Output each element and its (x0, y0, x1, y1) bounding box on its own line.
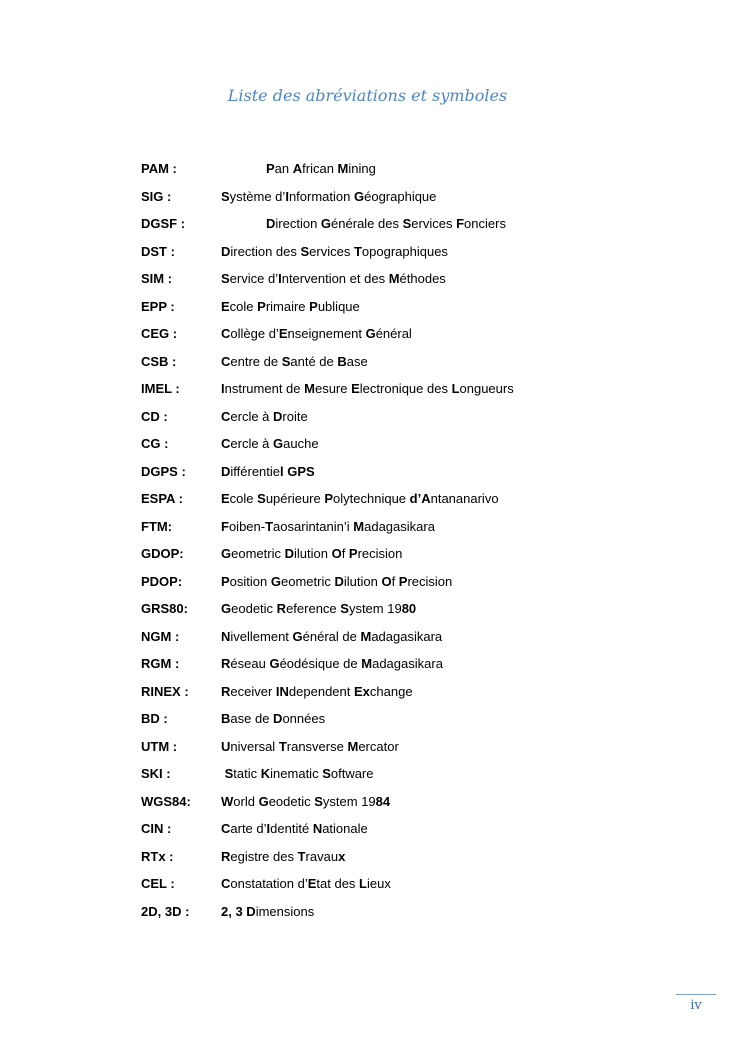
definition-text: énéral (375, 326, 412, 341)
definition-initial: A (292, 161, 303, 176)
definition-text: egistre des (230, 848, 298, 864)
definition-text: ystem 19 (322, 793, 376, 809)
definition-initial: U (221, 738, 231, 754)
definition-text: oiben- (228, 518, 266, 534)
page-title: Liste des abréviations et symboles (227, 86, 508, 105)
definition-initial: M (388, 271, 400, 286)
definition-initial: E (278, 326, 288, 341)
definition-initial: M (353, 518, 365, 534)
definition-text: ystem 19 (348, 601, 402, 616)
definition-initial: C (221, 436, 231, 451)
definition-initial: P (398, 573, 408, 589)
definition-initial: Ex (354, 683, 370, 699)
definition-initial: P (309, 298, 318, 314)
definition-text: ravau (305, 848, 339, 864)
definition-initial: G (221, 546, 232, 561)
abbreviation-term: SIM : (141, 271, 173, 286)
definition-initial: L (359, 876, 367, 891)
abbreviation-term: CEL : (141, 876, 175, 891)
abbreviation-definition (221, 792, 390, 812)
page-number: iv (690, 998, 702, 1013)
definition-text: cole (229, 298, 258, 314)
definition-initial: P (348, 546, 358, 561)
definition-initial: M (304, 381, 315, 396)
definition-initial: S (322, 766, 331, 781)
definition-text: ollège d’ (230, 326, 279, 341)
abbreviation-definition (221, 242, 448, 262)
definition-initial: D (273, 711, 283, 726)
abbreviation-definition (221, 324, 412, 344)
definition-initial: T (353, 243, 362, 259)
definition-text: ifférentie (230, 463, 281, 479)
definition-text: rimaire (265, 298, 310, 314)
definition-text: ase (346, 353, 368, 369)
abbreviation-term: CG : (141, 436, 169, 451)
definition-text: frican (302, 161, 338, 176)
definition-text: eceiver (230, 683, 276, 699)
definition-text: opographiques (361, 243, 448, 259)
definition-initial: S (257, 491, 266, 506)
abbreviation-definition (221, 654, 443, 674)
definition-text: énéral de (302, 628, 361, 644)
definition-initial: G (269, 656, 280, 671)
definition-text: lectronique des (359, 381, 452, 396)
definition-initial: P (257, 298, 266, 314)
abbreviation-term: DGSF : (141, 216, 186, 231)
definition-initial: S (281, 353, 291, 369)
definition-initial: T (297, 848, 306, 864)
abbreviation-definition (221, 627, 442, 647)
abbreviation-term: DGPS : (141, 463, 186, 479)
definition-initial: O (331, 546, 342, 561)
abbreviation-term: WGS84: (141, 793, 191, 809)
definition-text: dependent (288, 683, 354, 699)
abbreviation-term: IMEL : (141, 381, 180, 396)
definition-initial: 80 (401, 601, 417, 616)
abbreviation-definition (221, 819, 368, 839)
definition-initial: O (381, 573, 392, 589)
abbreviation-term: UTM : (141, 738, 178, 754)
definition-text: change (369, 683, 413, 699)
definition-text: ntervention et des (281, 271, 389, 286)
definition-text: onciers (464, 216, 506, 231)
abbreviation-definition (221, 269, 446, 289)
definition-initial: W (221, 793, 234, 809)
abbreviation-definition (266, 214, 506, 234)
definition-initial: D (266, 216, 276, 231)
page-number-rule (676, 994, 716, 995)
abbreviation-definition (221, 544, 402, 564)
abbreviation-term: 2D, 3D : (141, 903, 190, 919)
definition-text: ase de (230, 711, 274, 726)
definition-initial: IN (275, 683, 289, 699)
abbreviation-definition (221, 737, 399, 757)
definition-text: ntananarivo (430, 491, 499, 506)
definition-text: ilution (293, 546, 332, 561)
abbreviation-definition (221, 352, 368, 372)
abbreviation-definition (221, 709, 325, 729)
definition-initial: S (314, 793, 323, 809)
definition-text: ystème d’ (229, 188, 286, 204)
definition-text: ongueurs (459, 381, 514, 396)
definition-initial: P (324, 491, 334, 506)
definition-initial: C (221, 408, 231, 424)
abbreviation-term: FTM: (141, 518, 173, 534)
definition-text: nformation (288, 188, 354, 204)
abbreviation-definition (266, 159, 376, 179)
definition-text: adagasikara (371, 628, 443, 644)
definition-text: orld (233, 793, 259, 809)
abbreviation-definition (221, 682, 413, 702)
abbreviation-term: ESPA : (141, 491, 183, 506)
abbreviation-term: SKI : (141, 766, 171, 781)
definition-initial: N (221, 628, 231, 644)
definition-text: tatic (233, 766, 261, 781)
definition-initial: S (221, 271, 230, 286)
abbreviation-term: RTx : (141, 848, 174, 864)
definition-text: ervice d’ (229, 271, 279, 286)
definition-initial: C (221, 353, 231, 369)
definition-text: ransverse (286, 738, 348, 754)
definition-initial: T (278, 738, 287, 754)
definition-text: auche (283, 436, 319, 451)
abbreviation-definition (221, 572, 452, 592)
definition-text: nstrument de (224, 381, 305, 396)
definition-initial: M (361, 656, 373, 671)
abbreviation-definition (221, 297, 360, 317)
definition-initial: M (347, 738, 359, 754)
abbreviation-term: CEG : (141, 326, 178, 341)
definition-text: dentité (270, 821, 313, 836)
definition-text: upérieure (265, 491, 325, 506)
definition-text: éographique (364, 188, 437, 204)
definition-text: onnées (282, 711, 326, 726)
definition-text: ercle à (230, 436, 274, 451)
definition-text: cole (229, 491, 258, 506)
definition-text: adagasikara (364, 518, 435, 534)
definition-text: éthodes (399, 271, 446, 286)
definition-text: ervices (309, 243, 354, 259)
definition-text: irection (275, 216, 321, 231)
abbreviation-term: CSB : (141, 353, 177, 369)
definition-initial: N (312, 821, 323, 836)
abbreviation-term: CD : (141, 408, 168, 424)
abbreviation-definition (221, 902, 314, 922)
definition-initial: D (284, 546, 294, 561)
definition-initial: G (353, 188, 365, 204)
definition-initial: G (258, 793, 269, 809)
definition-text: f (341, 546, 349, 561)
definition-initial: C (221, 326, 231, 341)
definition-initial: I (278, 271, 282, 286)
abbreviation-definition (221, 379, 514, 399)
definition-initial: E (221, 298, 230, 314)
abbreviation-term: SIG : (141, 188, 172, 204)
definition-text: ivellement (230, 628, 293, 644)
definition-initial: R (221, 683, 231, 699)
definition-initial: I (221, 381, 225, 396)
definition-initial: M (360, 628, 372, 644)
definition-text: aosarintanin’i (273, 518, 354, 534)
definition-initial: I (266, 821, 271, 836)
definition-initial: G (365, 326, 376, 341)
abbreviation-definition (221, 489, 499, 509)
definition-initial: R (221, 656, 231, 671)
definition-initial: R (276, 601, 287, 616)
definition-initial: D (221, 243, 231, 259)
definition-text: recision (407, 573, 453, 589)
definition-initial: E (221, 491, 230, 506)
definition-initial: S (221, 766, 234, 781)
definition-initial: P (266, 161, 275, 176)
definition-text: f (391, 573, 399, 589)
abbreviation-definition (221, 517, 435, 537)
definition-initial: S (340, 601, 349, 616)
definition-initial: d’A (409, 491, 431, 506)
definition-text: eference (286, 601, 341, 616)
definition-text: eodetic (231, 601, 277, 616)
definition-text: ieux (367, 876, 391, 891)
definition-text: onstatation d’ (230, 876, 308, 891)
definition-initial: B (337, 353, 347, 369)
definition-initial: T (265, 518, 274, 534)
definition-initial: G (221, 601, 232, 616)
definition-text: olytechnique (333, 491, 410, 506)
definition-text: adagasikara (372, 656, 443, 671)
definition-initial: 2, 3 D (221, 903, 256, 919)
abbreviation-term: PDOP: (141, 573, 183, 589)
definition-initial: l GPS (280, 463, 315, 479)
definition-text: ercator (358, 738, 399, 754)
definition-text: ationale (322, 821, 368, 836)
definition-initial: x (338, 848, 346, 864)
definition-initial: G (320, 216, 332, 231)
definition-text: entre de (230, 353, 282, 369)
abbreviation-definition (221, 764, 374, 784)
abbreviation-definition (221, 599, 416, 619)
abbreviation-definition (221, 434, 319, 454)
definition-initial: 84 (375, 793, 391, 809)
definition-initial: F (221, 518, 229, 534)
definition-text: ercle à (230, 408, 274, 424)
abbreviation-term: GDOP: (141, 546, 184, 561)
definition-text: eometric (281, 573, 335, 589)
definition-text: nseignement (287, 326, 366, 341)
abbreviation-definition (221, 462, 315, 482)
abbreviation-term: EPP : (141, 298, 175, 314)
abbreviation-term: DST : (141, 243, 175, 259)
definition-initial: S (300, 243, 310, 259)
abbreviation-term: CIN : (141, 821, 172, 836)
definition-initial: E (307, 876, 317, 891)
definition-text: imensions (255, 903, 315, 919)
definition-initial: I (285, 188, 289, 204)
definition-text: eodetic (268, 793, 315, 809)
definition-text: esure (314, 381, 352, 396)
definition-initial: G (270, 573, 281, 589)
abbreviation-term: NGM : (141, 628, 180, 644)
definition-initial: P (221, 573, 230, 589)
definition-text: inematic (270, 766, 323, 781)
definition-initial: C (221, 876, 231, 891)
definition-text: arte d’ (230, 821, 267, 836)
definition-text: éseau (230, 656, 270, 671)
abbreviation-definition (221, 847, 345, 867)
definition-initial: D (221, 463, 231, 479)
definition-text: ervices (411, 216, 457, 231)
definition-initial: E (351, 381, 360, 396)
definition-text: ining (348, 161, 376, 176)
definition-initial: L (451, 381, 460, 396)
definition-initial: R (221, 848, 231, 864)
definition-initial: K (260, 766, 271, 781)
definition-text: ilution (343, 573, 382, 589)
definition-text: eometric (231, 546, 285, 561)
definition-initial: C (221, 821, 231, 836)
definition-initial: G (292, 628, 303, 644)
abbreviation-term: PAM : (141, 161, 177, 176)
definition-initial: S (221, 188, 230, 204)
definition-text: ublique (317, 298, 360, 314)
abbreviation-term: GRS80: (141, 601, 188, 616)
definition-text: tat des (316, 876, 360, 891)
definition-text: anté de (290, 353, 338, 369)
abbreviation-definition (221, 187, 436, 207)
definition-text: oftware (330, 766, 374, 781)
abbreviation-definition (221, 874, 391, 894)
abbreviation-definition (221, 407, 308, 427)
definition-text: énérale des (331, 216, 403, 231)
definition-initial: F (456, 216, 465, 231)
abbreviation-term: RGM : (141, 656, 180, 671)
abbreviation-term: RINEX : (141, 683, 189, 699)
definition-initial: G (273, 436, 284, 451)
definition-initial: D (273, 408, 283, 424)
definition-initial: D (334, 573, 344, 589)
definition-initial: M (337, 161, 349, 176)
definition-text: irection des (230, 243, 301, 259)
definition-initial: B (221, 711, 231, 726)
definition-text: an (274, 161, 293, 176)
abbreviation-term: BD : (141, 711, 168, 726)
definition-text: éodésique de (279, 656, 362, 671)
definition-text: recision (357, 546, 403, 561)
definition-initial: S (402, 216, 412, 231)
definition-text: osition (229, 573, 271, 589)
definition-text: niversal (230, 738, 279, 754)
definition-text: roite (282, 408, 308, 424)
